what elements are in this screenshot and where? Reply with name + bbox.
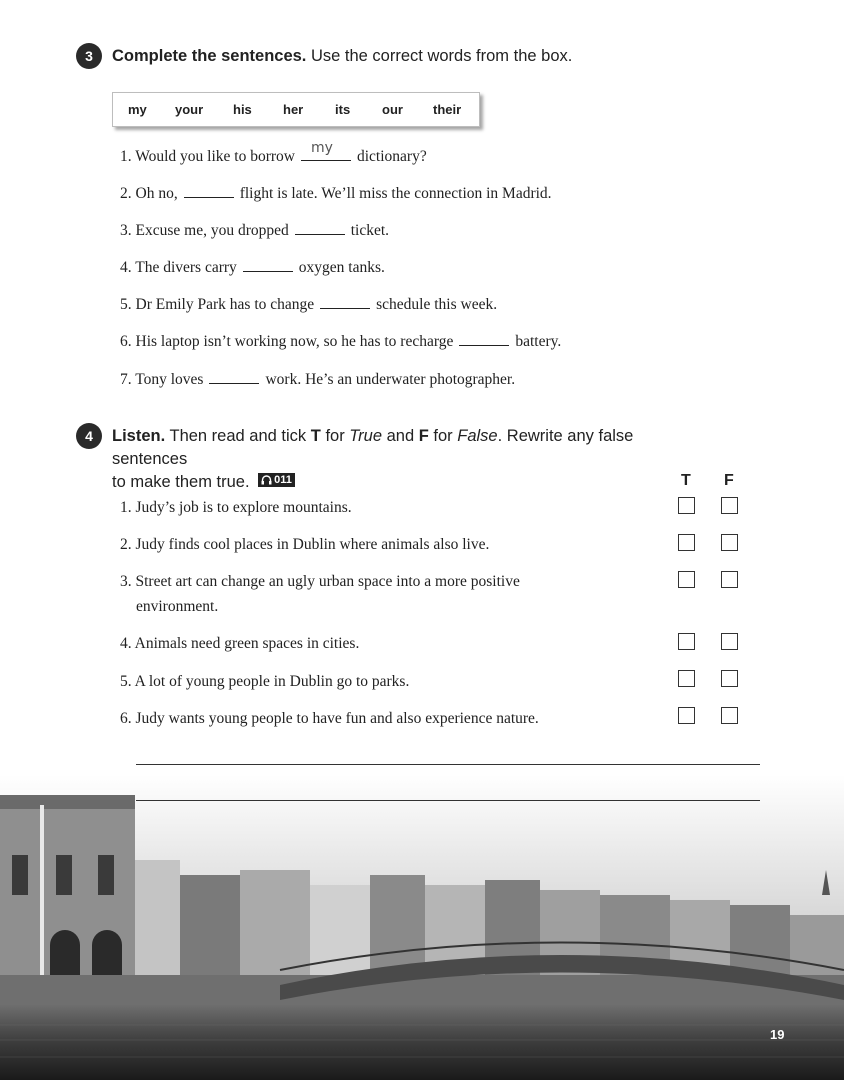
gap-fill-sentence (120, 331, 561, 351)
sentence-end: flight is late. We’ll miss the connection in Madrid. (239, 185, 552, 202)
statement-number: 6. (120, 710, 132, 727)
exercise-4-instruction (112, 425, 712, 494)
sentence-end: schedule this week. (376, 296, 498, 313)
word-box-item: its (335, 102, 351, 117)
sentence-start: Would you like to borrow (135, 148, 295, 165)
gap-fill-sentence (120, 294, 497, 314)
answer-blank[interactable] (301, 140, 351, 161)
word-box-item: your (175, 102, 204, 117)
headphones-icon (261, 475, 272, 485)
statement-number: 4. (120, 635, 132, 652)
word-box-item: their (433, 102, 462, 117)
word-box-item: my (128, 102, 147, 117)
true-false-statement (120, 706, 539, 731)
column-false-header: F (724, 472, 734, 489)
instruction-true-word: True (349, 427, 382, 445)
sentence-end: work. He’s an underwater photographer. (265, 371, 516, 388)
gap-fill-sentence (120, 257, 385, 277)
instruction-text: and (386, 427, 415, 445)
true-false-statement (120, 631, 359, 656)
answer-blank[interactable] (295, 220, 345, 235)
exercise-3-instruction-rest: Use the correct words from the box. (310, 47, 573, 65)
rewrite-line-2[interactable] (136, 800, 760, 801)
statement-text: Judy wants young people to have fun and also experience nature. (135, 710, 539, 727)
sentence-number: 6. (120, 333, 132, 350)
instruction-text: . Rewrite any false sentences (112, 427, 634, 468)
handwritten-answer: my (311, 140, 333, 156)
sentence-number: 7. (120, 371, 132, 388)
sentence-end: dictionary? (357, 148, 427, 165)
statement-text: Judy’s job is to explore mountains. (135, 499, 352, 516)
false-checkbox[interactable] (721, 670, 738, 687)
true-false-statement (120, 569, 520, 619)
audio-track-badge[interactable] (258, 473, 295, 487)
rewrite-line-1[interactable] (136, 764, 760, 765)
instruction-text: for (325, 427, 345, 445)
answer-blank[interactable] (459, 331, 509, 346)
answer-blank[interactable] (243, 257, 293, 272)
sentence-start: The divers carry (135, 259, 237, 276)
audio-track-number: 011 (274, 474, 292, 486)
answer-blank[interactable] (209, 369, 259, 384)
word-box-item: her (283, 102, 304, 117)
true-false-statement (120, 669, 409, 694)
false-checkbox[interactable] (721, 571, 738, 588)
sentence-number: 2. (120, 185, 132, 202)
true-checkbox[interactable] (678, 571, 695, 588)
false-checkbox[interactable] (721, 633, 738, 650)
true-false-statement (120, 532, 489, 557)
sentence-number: 1. (120, 148, 132, 165)
sentence-start: His laptop isn’t working now, so he has to recharge (135, 333, 454, 350)
sentence-start: Dr Emily Park has to change (135, 296, 315, 313)
sentence-end: battery. (515, 333, 562, 350)
exercise-3-instruction (112, 45, 572, 68)
statement-number: 2. (120, 536, 132, 553)
statement-number: 1. (120, 499, 132, 516)
word-box (112, 92, 480, 127)
false-checkbox[interactable] (721, 534, 738, 551)
true-checkbox[interactable] (678, 670, 695, 687)
instruction-text: Then read and tick (169, 427, 307, 445)
instruction-text: for (433, 427, 453, 445)
false-checkbox[interactable] (721, 497, 738, 514)
instruction-f-letter: F (418, 427, 429, 445)
statement-text: Judy finds cool places in Dublin where animals also live. (135, 536, 490, 553)
sentence-number: 5. (120, 296, 132, 313)
true-checkbox[interactable] (678, 707, 695, 724)
true-checkbox[interactable] (678, 534, 695, 551)
column-true-header: T (681, 472, 691, 489)
page-number: 19 (770, 1027, 785, 1042)
statement-number: 3. (120, 573, 132, 590)
false-checkbox[interactable] (721, 707, 738, 724)
exercise-4-instruction-bold: Listen. (112, 427, 166, 445)
statement-text: Animals need green spaces in cities. (134, 635, 360, 652)
sentence-end: ticket. (350, 222, 390, 239)
sentence-start: Oh no, (135, 185, 178, 202)
word-box-item: his (233, 102, 252, 117)
statement-text-continued: environment. (136, 598, 219, 615)
exercise-3-instruction-bold: Complete the sentences. (112, 47, 307, 65)
statement-number: 5. (120, 673, 132, 690)
gap-fill-sentence (120, 369, 515, 389)
true-checkbox[interactable] (678, 497, 695, 514)
sentence-number: 3. (120, 222, 132, 239)
gap-fill-sentence (120, 220, 389, 240)
exercise-4-badge: 4 (76, 423, 102, 449)
gap-fill-sentence (120, 183, 552, 203)
word-box-item: our (382, 102, 403, 117)
exercise-3-badge: 3 (76, 43, 102, 69)
statement-text: Street art can change an ugly urban space into a more positive (135, 573, 520, 590)
true-checkbox[interactable] (678, 633, 695, 650)
true-false-statement (120, 495, 352, 520)
sentence-start: Excuse me, you dropped (135, 222, 289, 239)
gap-fill-sentence (120, 140, 427, 166)
answer-blank[interactable] (184, 183, 234, 198)
instruction-false-word: False (457, 427, 498, 445)
answer-blank[interactable] (320, 294, 370, 309)
instruction-t-letter: T (310, 427, 321, 445)
sentence-end: oxygen tanks. (298, 259, 385, 276)
instruction-text: to make them true. (112, 473, 250, 491)
statement-text: A lot of young people in Dublin go to parks. (134, 673, 410, 690)
dublin-bridge-photo (0, 775, 844, 1080)
sentence-start: Tony loves (135, 371, 204, 388)
sentence-number: 4. (120, 259, 132, 276)
